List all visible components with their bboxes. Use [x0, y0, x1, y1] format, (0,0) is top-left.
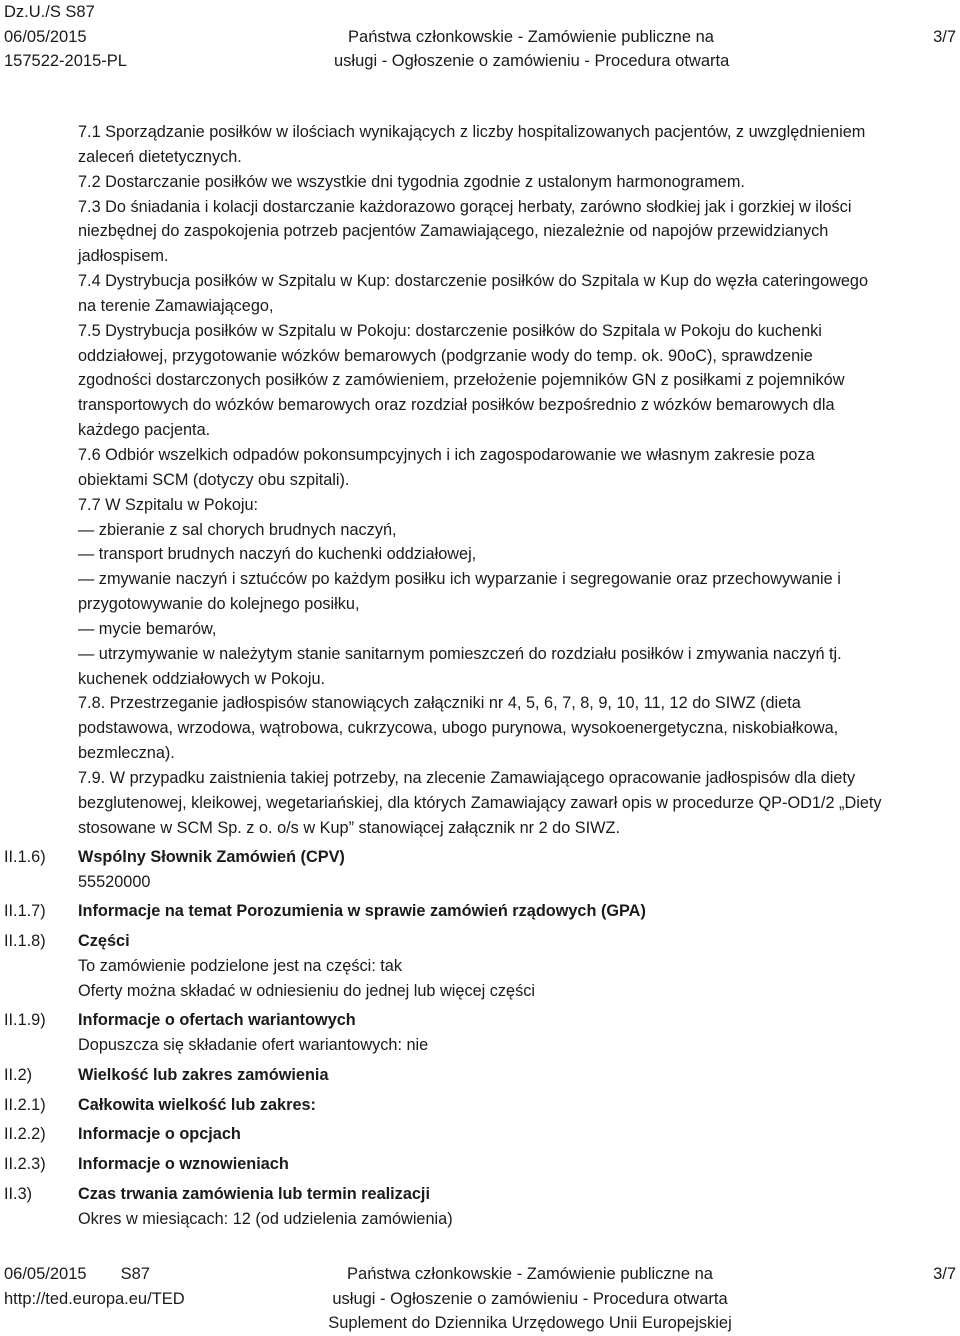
section-value: Dopuszcza się składanie ofert wariantowych: nie	[78, 1035, 429, 1054]
body-line: 7.9. W przypadku zaistnienia takiej potrzeby, na zlecenie Zamawiającego opracowanie jadłospisów dla diety	[78, 768, 856, 787]
page-footer	[0, 1262, 960, 1334]
body-line: transportowych do wózków bemarowych oraz rozdział posiłków bezpośrednio z wózków bemarowych dla	[78, 396, 835, 415]
section-number: II.2.2)	[4, 1125, 46, 1143]
section-duration	[78, 1182, 958, 1232]
footer-title	[300, 1262, 760, 1336]
body-line: — zmywanie naczyń i sztućców po każdym posiłku ich wyparzanie i segregowanie oraz przechowywanie i	[78, 570, 841, 589]
body-line: 7.5 Dystrybucja posiłków w Szpitalu w Pokoju: dostarczenie posiłków do Szpitala w Pokoju do kuchenki	[78, 321, 822, 340]
section-cpv	[78, 845, 958, 895]
section-number: II.3)	[4, 1185, 33, 1203]
section-number: II.1.8)	[4, 932, 46, 950]
footer-page-number: 3/7	[933, 1265, 956, 1283]
body-line: kuchenek oddziałowych w Pokoju.	[78, 669, 326, 688]
section-renewals	[78, 1152, 958, 1177]
header-title-line1: Państwa członkowskie - Zamówienie publiczne na	[348, 27, 714, 46]
section-title: Informacje na temat Porozumienia w sprawie zamówień rządowych (GPA)	[78, 902, 646, 920]
page-number: 3/7	[933, 27, 956, 46]
body-line: — transport brudnych naczyń do kuchenki oddziałowej,	[78, 545, 477, 564]
header-title-line2: usługi - Ogłoszenie o zamówieniu - Procedura otwarta	[334, 52, 730, 70]
body-line: 7.6 Odbiór wszelkich odpadów pokonsumpcyjnych i ich zagospodarowanie we własnym zakresie poza	[78, 445, 815, 464]
body-line: 7.1 Sporządzanie posiłków w ilościach wynikających z liczby hospitalizowanych pacjentów, z uwzględnieniem	[78, 123, 866, 141]
body-line: zgodności dostarczonych posiłków z zamówieniem, przełożenie pojemników GN z posiłkami z pojemników	[78, 371, 845, 390]
body-line: 7.2 Dostarczanie posiłków we wszystkie dni tygodnia zgodnie z ustalonym harmonogramem.	[78, 172, 745, 191]
body-line: oddziałowej, przygotowanie wózków bemarowych (podgrzanie wody do temp. ok. 90oC), sprawdzenie	[78, 346, 813, 365]
footer-date: 06/05/2015	[4, 1265, 87, 1283]
document-body	[78, 120, 958, 840]
body-line: każdego pacjenta.	[78, 421, 211, 440]
section-total-scope	[78, 1093, 958, 1118]
section-variants	[78, 1008, 958, 1058]
section-value: To zamówienie podzielone jest na części: tak	[78, 956, 402, 975]
section-title: Informacje o opcjach	[78, 1125, 241, 1143]
journal-ref: Dz.U./S S87	[4, 3, 95, 21]
section-options	[78, 1122, 958, 1147]
body-line: 7.7 W Szpitalu w Pokoju:	[78, 495, 259, 514]
body-line: jadłospisem.	[78, 247, 169, 266]
body-line: 7.3 Do śniadania i kolacji dostarczanie każdorazowo gorącej herbaty, zarówno słodkiej jak i gorzkiej w ilości	[78, 197, 852, 216]
page-header	[0, 0, 960, 70]
footer-url[interactable]: http://ted.europa.eu/TED	[4, 1289, 185, 1308]
section-value: 55520000	[78, 872, 151, 891]
footer-title-line1: Państwa członkowskie - Zamówienie publiczne na	[347, 1265, 713, 1283]
body-line: — utrzymywanie w należytym stanie sanitarnym pomieszczeń do rozdziału posiłków i zmywania naczyń tj.	[78, 644, 842, 663]
section-value: Oferty można składać w odniesieniu do jednej lub więcej części	[78, 981, 536, 1000]
body-line: obiektami SCM (dotyczy obu szpitali).	[78, 470, 350, 489]
section-title: Wielkość lub zakres zamówienia	[78, 1066, 329, 1084]
section-title: Informacje o ofertach wariantowych	[78, 1011, 356, 1029]
body-line: — mycie bemarów,	[78, 619, 217, 638]
footer-issue: S87	[120, 1265, 150, 1283]
publication-date: 06/05/2015	[4, 27, 87, 46]
section-number: II.2)	[4, 1066, 33, 1084]
body-line: niezbędnej do zaspokojenia potrzeb pacjentów Zamawiającego, niezależnie od napojów przewidzianych	[78, 222, 829, 241]
section-number: II.1.6)	[4, 848, 46, 866]
body-line: stosowane w SCM Sp. z o. o/s w Kup” stanowiącej załącznik nr 2 do SIWZ.	[78, 818, 621, 837]
body-line: 7.8. Przestrzeganie jadłospisów stanowiących załączniki nr 4, 5, 6, 7, 8, 9, 10, 11, 12 do SIWZ (dieta	[78, 694, 801, 713]
body-line: przygotowywanie do kolejnego posiłku,	[78, 595, 360, 614]
footer-title-line2: usługi - Ogłoszenie o zamówieniu - Procedura otwarta	[332, 1289, 728, 1308]
section-value: Okres w miesiącach: 12 (od udzielenia zamówienia)	[78, 1209, 453, 1228]
body-line: na terenie Zamawiającego,	[78, 296, 274, 315]
document-id: 157522-2015-PL	[4, 52, 127, 70]
section-number: II.1.9)	[4, 1011, 46, 1029]
body-line: bezglutenowej, kleikowej, wegetariańskiej, dla których Zamawiający zawarł opis w procedurze QP-OD1/2 „Diety	[78, 793, 882, 812]
section-title: Części	[78, 932, 130, 950]
body-line: — zbieranie z sal chorych brudnych naczyń,	[78, 520, 397, 539]
section-title: Informacje o wznowieniach	[78, 1155, 289, 1173]
section-scope	[78, 1063, 958, 1088]
footer-title-line3: Suplement do Dziennika Urzędowego Unii Europejskiej	[328, 1314, 732, 1332]
section-number: II.2.1)	[4, 1096, 46, 1114]
section-title: Wspólny Słownik Zamówień (CPV)	[78, 848, 345, 866]
section-gpa	[78, 899, 958, 924]
body-line: podstawowa, wrzodowa, wątrobowa, cukrzycowa, ubogo purynowa, wysokoenergetyczna, niskobiałkowa,	[78, 719, 839, 738]
section-number: II.2.3)	[4, 1155, 46, 1173]
header-left	[4, 0, 127, 74]
section-lots	[78, 929, 958, 1004]
section-title: Całkowita wielkość lub zakres:	[78, 1096, 316, 1114]
section-number: II.1.7)	[4, 902, 46, 920]
body-line: zaleceń dietetycznych.	[78, 147, 242, 166]
footer-left	[4, 1262, 185, 1311]
body-line: bezmleczna).	[78, 744, 175, 763]
header-title	[334, 25, 728, 74]
section-title: Czas trwania zamówienia lub termin realizacji	[78, 1185, 430, 1203]
body-line: 7.4 Dystrybucja posiłków w Szpitalu w Kup: dostarczenie posiłków do Szpitala w Kup do węzła cateringowego	[78, 272, 869, 291]
